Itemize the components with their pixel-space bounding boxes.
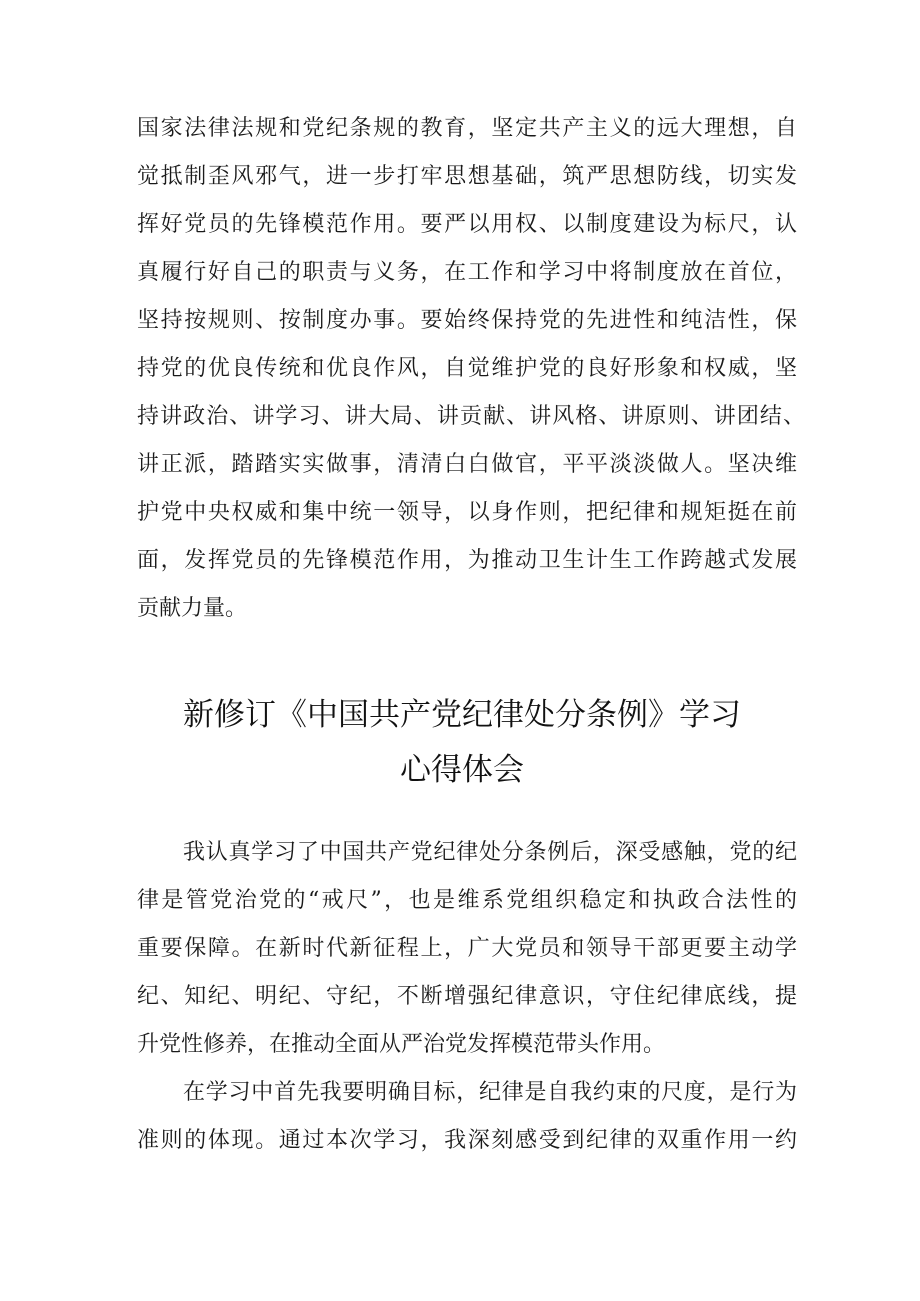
title-line: 心得体会: [400, 752, 524, 788]
body-paragraph-1: [137, 829, 797, 1069]
text-line: 纪、知纪、明纪、守纪，不断增强纪律意识，守住纪律底线，提: [137, 984, 797, 1009]
text-line: 觉抵制歪风邪气，进一步打牢思想基础，筑严思想防线，切实发: [137, 164, 797, 189]
text-line: 在学习中首先我要明确目标，纪律是自我约束的尺度，是行为: [183, 1080, 797, 1105]
body-paragraph-2: [137, 1069, 797, 1165]
text-line: 我认真学习了中国共产党纪律处分条例后，深受感触，党的纪: [183, 840, 797, 865]
article-title: [137, 688, 787, 798]
text-line: 重要保障。在新时代新征程上，广大党员和领导干部更要主动学: [137, 936, 797, 961]
text-line: 国家法律法规和党纪条规的教育，坚定共产主义的远大理想，自: [137, 116, 797, 141]
text-line: 真履行好自己的职责与义务，在工作和学习中将制度放在首位，: [137, 260, 797, 285]
text-line: 坚持按规则、按制度办事。要始终保持党的先进性和纯洁性，保: [137, 308, 797, 333]
text-line: 护党中央权威和集中统一领导，以身作则，把纪律和规矩挺在前: [137, 500, 797, 525]
text-line: 讲正派，踏踏实实做事，清清白白做官，平平淡淡做人。坚决维: [137, 452, 797, 477]
text-line: 律是管党治党的“戒尺”，也是维系党组织稳定和执政合法性的: [137, 888, 797, 913]
text-line: 挥好党员的先锋模范作用。要严以用权、以制度建设为标尺，认: [137, 212, 797, 237]
text-line: 贡献力量。: [137, 596, 248, 621]
text-line: 升党性修养，在推动全面从严治党发挥模范带头作用。: [137, 1032, 666, 1057]
title-line: 新修订《中国共产党纪律处分条例》学习: [183, 697, 741, 733]
body-paragraph-continued: [137, 105, 805, 633]
text-line: 持讲政治、讲学习、讲大局、讲贡献、讲风格、讲原则、讲团结、: [137, 404, 805, 429]
text-line: 持党的优良传统和优良作风，自觉维护党的良好形象和权威，坚: [137, 356, 797, 381]
text-line: 面，发挥党员的先锋模范作用，为推动卫生计生工作跨越式发展: [137, 548, 797, 573]
text-line: 准则的体现。通过本次学习，我深刻感受到纪律的双重作用一约: [137, 1128, 797, 1153]
